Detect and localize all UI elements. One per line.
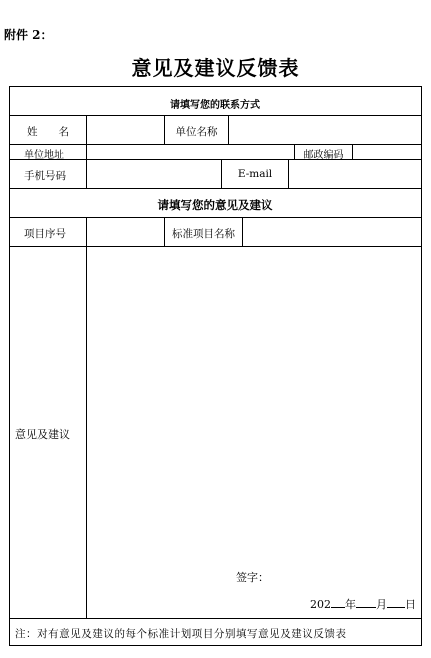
feedback-form-table xyxy=(9,86,422,646)
label-opinion: 意见及建议 xyxy=(15,428,70,441)
date-year-prefix: 202 xyxy=(310,598,331,611)
label-org-address: 单位地址 xyxy=(24,150,64,161)
label-postal-code: 邮政编码 xyxy=(303,150,344,161)
row-divider xyxy=(10,188,421,189)
org-address-field[interactable] xyxy=(87,145,294,159)
footnote: 注：对有意见及建议的每个标准计划项目分别填写意见及建议反馈表 xyxy=(15,628,347,640)
label-org-name: 单位名称 xyxy=(175,126,218,138)
email-field[interactable] xyxy=(289,160,420,188)
label-std-project-name: 标准项目名称 xyxy=(172,228,235,240)
row-divider xyxy=(10,618,421,619)
postal-code-field[interactable] xyxy=(353,145,420,159)
day-blank[interactable] xyxy=(387,597,405,608)
date-line xyxy=(310,596,416,612)
form-title: 意见及建议反馈表 xyxy=(131,56,300,80)
section-contact-header: 请填写您的联系方式 xyxy=(170,100,260,111)
date-month-label: 月 xyxy=(376,598,387,611)
name-field[interactable] xyxy=(87,116,164,144)
section-opinion-header: 请填写您的意见及建议 xyxy=(157,198,273,212)
label-name: 姓 名 xyxy=(27,126,69,138)
date-day-label: 日 xyxy=(405,598,416,611)
mobile-field[interactable] xyxy=(87,160,221,188)
label-email: E-mail xyxy=(237,168,273,180)
std-project-name-field[interactable] xyxy=(243,218,420,246)
org-name-field[interactable] xyxy=(229,116,420,144)
signature-label: 签字： xyxy=(236,571,269,584)
project-no-field[interactable] xyxy=(87,218,164,246)
opinion-textarea[interactable] xyxy=(87,247,420,567)
month-blank[interactable] xyxy=(356,597,376,608)
attachment-label: 附件 2： xyxy=(4,28,53,42)
label-mobile: 手机号码 xyxy=(24,170,66,182)
label-project-no: 项目序号 xyxy=(24,228,66,240)
date-year-label: 年 xyxy=(345,598,356,611)
year-blank[interactable] xyxy=(331,597,345,608)
